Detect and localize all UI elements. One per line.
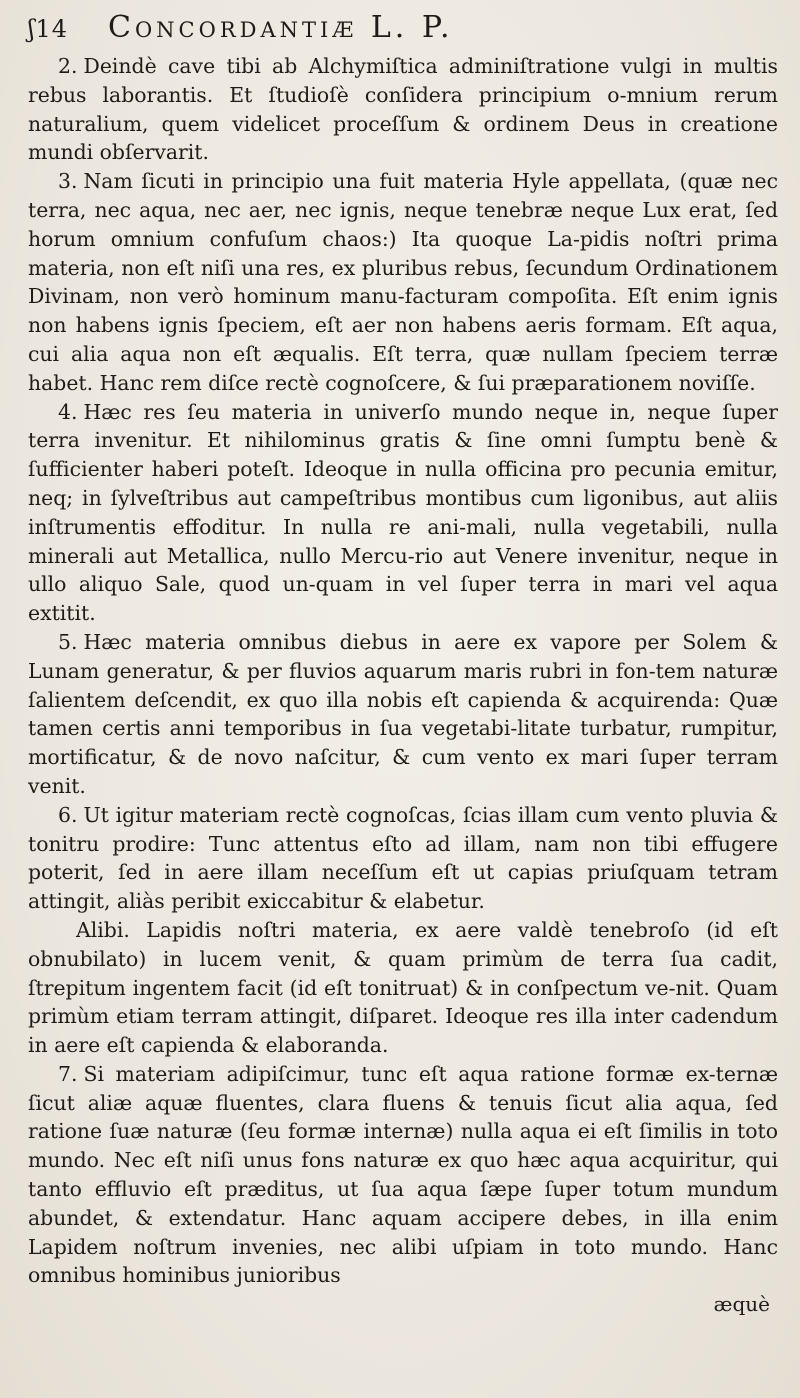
catchword: æquè — [713, 1292, 770, 1317]
paragraph-text: Alibi. Lapidis noſtri materia, ex aere valdè tenebroſo (id eſt obnubilato) in lucem venit, & quam primùm de terra ſua cadit, ſtrepitum ingentem facit (id eſt tonitruat) & in conſpectum ve-nit. Quam primùm etiam terram attingit, diſparet. Ideoque res illa inter cadendum in aere eſt capienda & elaboranda. — [28, 917, 778, 1058]
paragraph-text: Nam ſicuti in principio una fuit materia Hyle appellata, (quæ nec terra, nec aqua, nec aer, nec ignis, neque tenebræ neque Lux erat, ſed horum omnium confuſum chaos:) Ita quoque La-pidis noſtri prima materia, non eſt niſi una res, ex pluribus rebus, ſecundum Ordinationem Divinam, non verò hominum manu-facturam compoſita. Eſt enim ignis non habens ignis ſpeciem, eſt aer non habens aeris formam. Eſt aqua, cui alia aqua non eſt æqualis. Eſt terra, quæ nullam ſpeciem terræ habet. Hanc rem diſce rectè cognoſcere, & ſui præparationem noviſſe. — [28, 169, 778, 395]
paragraph-7 — [28, 1060, 778, 1290]
paragraph-2 — [28, 52, 778, 167]
paragraph-4 — [28, 398, 778, 628]
paragraph-5 — [28, 628, 778, 801]
paragraph-text: Ut igitur materiam rectè cognoſcas, ſcias illam cum vento pluvia & tonitru prodire: Tunc attentus eſto ad illam, nam non tibi effugere poterit, ſed in aere illam neceſſum eſt ut capias priuſquam tetram attingit, aliàs peribit exiccabitur & elabetur. — [28, 802, 778, 914]
paragraph-text: Hæc materia omnibus diebus in aere ex vapore per Solem & Lunam generatur, & per fluvios aquarum maris rubri in fon-tem naturæ ſalientem deſcendit, ex quo illa nobis eſt capienda & acquirenda: Quæ tamen certis anni temporibus in ſua vegetabi-litate turbatur, rumpitur, mortificatur, & de novo naſcitur, & cum vento ex mari ſuper terram venit. — [28, 629, 778, 798]
paragraph-number: 7. — [58, 1061, 78, 1086]
running-title: Concordantiæ L. P. — [108, 10, 454, 45]
paragraph-text: Deindè cave tibi ab Alchymiſtica adminiſtratione vulgi in multis rebus laborantis. Et ſtudioſè conſidera principium o-mnium rerum naturalium, quem videlicet proceſſum & ordinem Deus in creatione mundi obſervarit. — [28, 54, 778, 165]
paragraph-3 — [28, 167, 778, 397]
body-text — [28, 52, 778, 1290]
paragraph-number: 6. — [58, 802, 78, 827]
paragraph-alibi — [28, 916, 778, 1060]
paragraph-text: Si materiam adipiſcimur, tunc eſt aqua ratione formæ ex-ternæ ſicut aliæ aquæ fluentes, clara fluens & tenuis ſicut alia aqua, ſed ratione ſuæ naturæ (ſeu formæ internæ) nulla aqua ei eſt ſimilis in toto mundo. Nec eſt niſi unus fons naturæ ex quo hæc aqua acquiritur, qui tanto effluvio eſt præditus, ut ſua aqua ſæpe ſuper totum mundum abundet, & extendatur. Hanc aquam accipere debes, in illa enim Lapidem noſtrum invenies, nec alibi uſpiam in toto mundo. Hanc omnibus hominibus junioribus — [28, 1061, 778, 1288]
paragraph-number: 4. — [58, 399, 78, 424]
running-head — [28, 10, 778, 48]
paragraph-number: 5. — [58, 629, 78, 654]
paragraph-number: 3. — [58, 169, 78, 194]
paragraph-6 — [28, 801, 778, 916]
paragraph-text: Hæc res ſeu materia in univerſo mundo neque in, neque ſuper terra invenitur. Et nihilominus gratis & ſine omni ſumptu benè & ſufficienter haberi poteſt. Ideoque in nulla officina pro pecunia emitur, neq; in ſylveſtribus aut campeſtribus montibus cum ligonibus, aut aliis inſtrumentis effoditur. In nulla re ani-mali, nulla vegetabili, nulla minerali aut Metallica, nullo Mercu-rio aut Venere invenitur, neque in ullo aliquo Sale, quod un-quam in vel ſuper terra in mari vel aqua extitit. — [28, 399, 778, 626]
paragraph-number: 2. — [58, 54, 78, 78]
page-number: ʃ14 — [28, 15, 69, 43]
